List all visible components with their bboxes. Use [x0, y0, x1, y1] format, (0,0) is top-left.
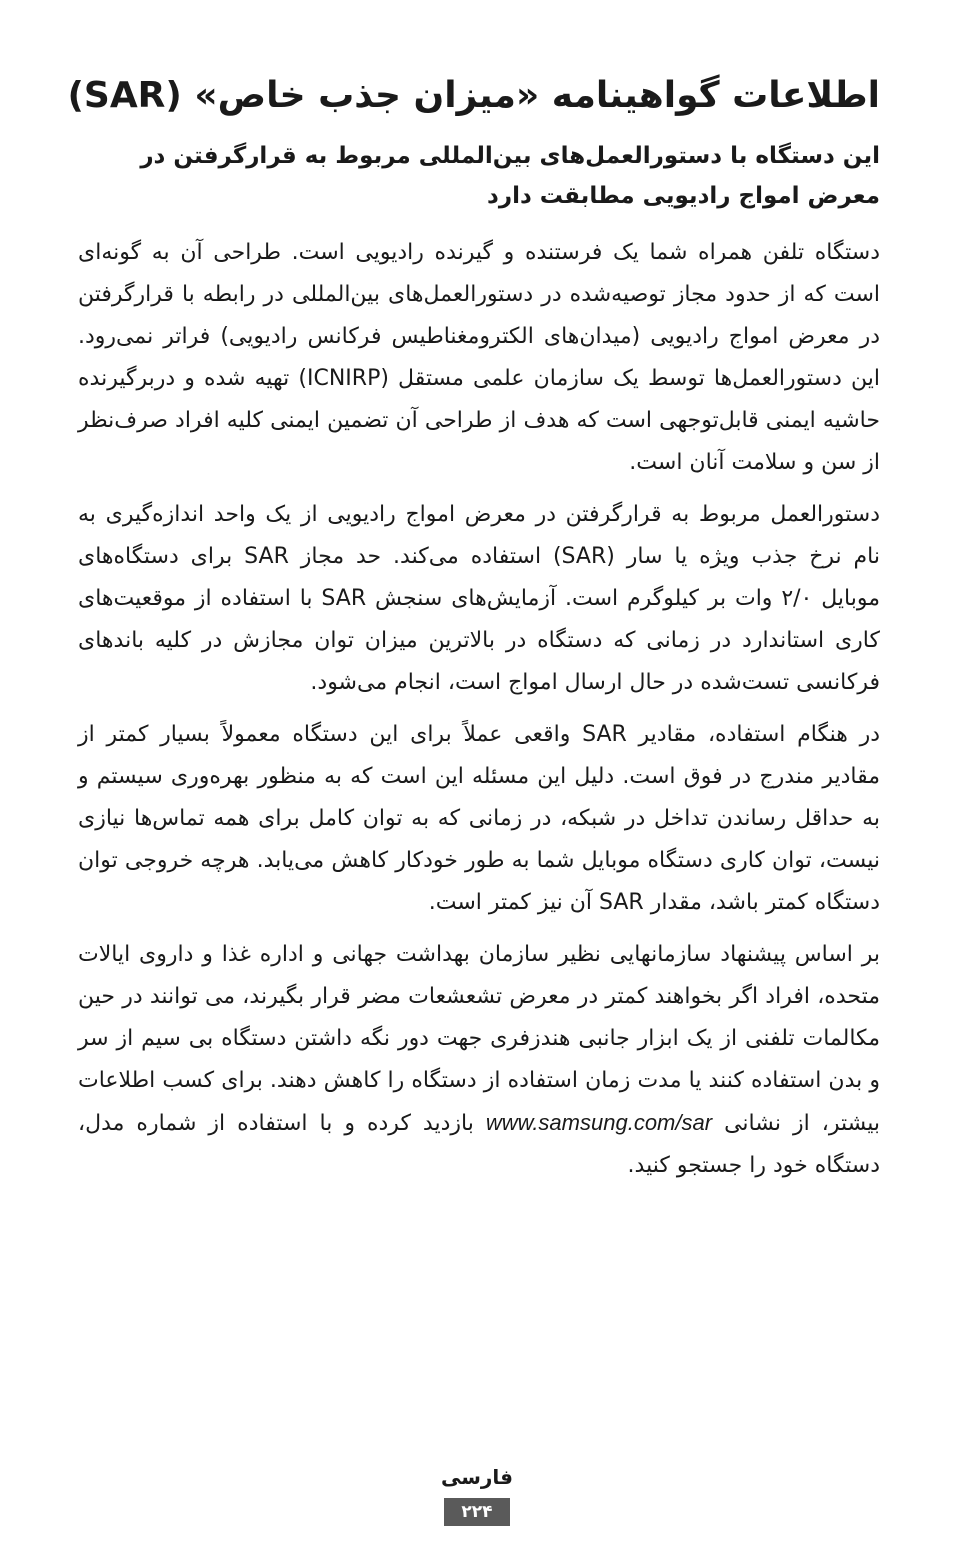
paragraph-reduce-exposure-text: بر اساس پیشنهاد سازمانهایی نظیر سازمان بهداشت جهانی و اداره غذا و داروی ایالات متحده، افراد اگر بخواهند کمتر در معرض تشعشعات مضر قرار بگیرند، می توانند در حین مکالمات تلفنی از یک ابزار جانبی هندزفری جهت دور نگه داشتن دستگاه بی سیم از سر و بدن استفاده کنند یا مدت زمان استفاده از دستگاه را کاهش دهند. برای کسب اطلاعات بیشتر، از نشانی: [78, 942, 881, 1136]
page-footer: [0, 1462, 954, 1526]
paragraph-sar-limit: دستورالعمل مربوط به قرارگرفتن در معرض امواج رادیویی از یک واحد اندازه‌گیری به نام نرخ جذب ویژه یا سار (SAR) استفاده می‌کند. حد مجاز SAR برای دستگاه‌های موبایل ۲/۰ وات بر کیلوگرم است. آزمایش‌های سنجش SAR با استفاده از موقعیت‌های کاری استاندارد در زمانی که دستگاه در بالاترین میزان توان مجازش در کلیه باندهای فرکانسی تست‌شده در حال ارسال امواج است، انجام می‌شود.: [78, 502, 881, 695]
page-title: اطلاعات گواهینامه «میزان جذب خاص» (SAR): [67, 75, 880, 116]
page-subtitle: این دستگاه با دستورالعمل‌های بین‌المللی مربوط به قرارگرفتن در معرض امواج رادیویی مطابقت دارد: [140, 143, 880, 209]
footer-language: فارسی: [440, 1465, 514, 1489]
samsung-sar-link[interactable]: www.samsung.com/sar: [485, 1110, 713, 1135]
paragraph-reduce-exposure: [78, 934, 880, 1187]
page-number: ۲۲۴: [444, 1498, 510, 1526]
paragraph-reduce-exposure-tail: بازدید کرده و با استفاده از شماره مدل، دستگاه خود را جستجو کنید.: [78, 1111, 880, 1178]
paragraph-sar-actual: در هنگام استفاده، مقادیر SAR واقعی عملاً برای این دستگاه معمولاً بسیار کمتر از مقادیر مندرج در فوق است. دلیل این مسئله این است که به منظور بهره‌وری سیستم و به حداقل رساندن تداخل در شبکه، در زمانی که به توان کامل برای همه تماس‌ها نیازی نیست، توان کاری دستگاه موبایل شما به طور خودکار کاهش می‌یابد. هرچه خروجی توان دستگاه کمتر باشد، مقدار SAR آن نیز کمتر است.: [78, 722, 880, 915]
document-page: [67, 60, 881, 1197]
paragraph-device-radio: دستگاه تلفن همراه شما یک فرستنده و گیرنده رادیویی است. طراحی آن به گونه‌ای است که از حدود مجاز توصیه‌شده در دستورالعمل‌های بین‌المللی در رابطه با قرارگرفتن در معرض امواج رادیویی (میدان‌های الکترومغناطیس فرکانس رادیویی) فراتر نمی‌رود. این دستورالعمل‌ها توسط یک سازمان علمی مستقل (ICNIRP) تهیه شده و دربرگیرنده حاشیه ایمنی قابل‌توجهی است که هدف از طراحی آن تضمین ایمنی کلیه افراد صرف‌نظر از سن و سلامت آنان است.: [78, 240, 881, 475]
